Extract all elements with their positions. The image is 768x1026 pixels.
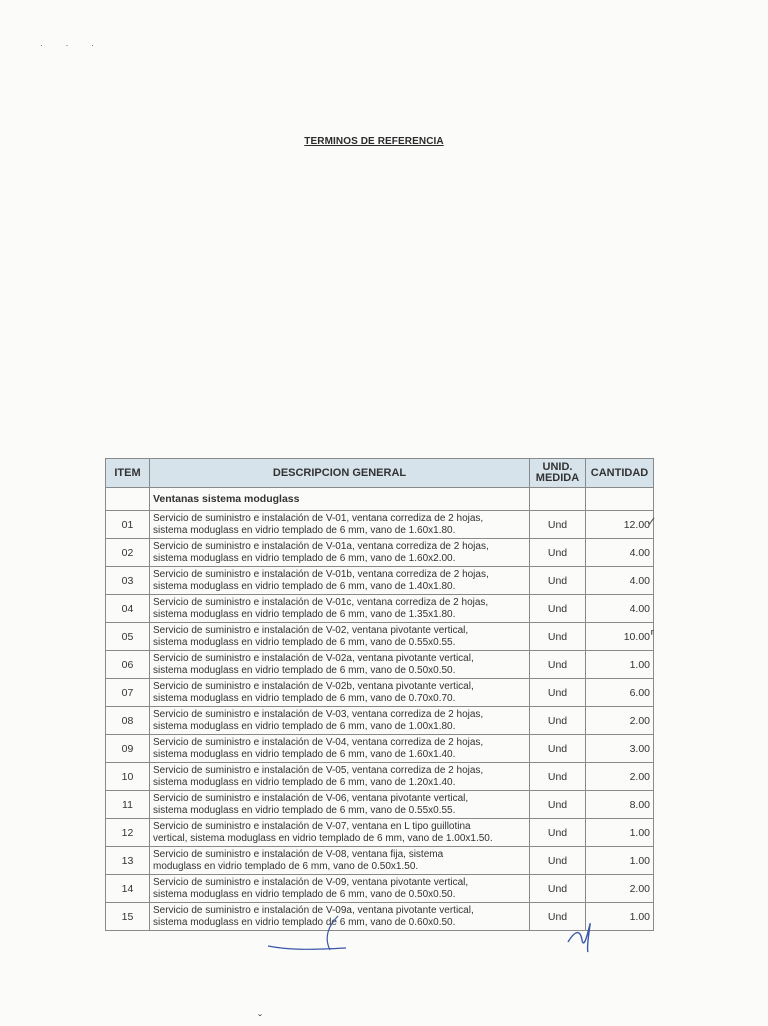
terms-table: [105, 458, 654, 931]
table-row: [106, 735, 654, 763]
table-row: [106, 567, 654, 595]
header-description: DESCRIPCION GENERAL: [150, 459, 530, 488]
header-item: ITEM: [106, 459, 150, 488]
item-number: 07: [106, 679, 150, 707]
description-line2: sistema moduglass en vidrio templado de 6 mm, vano de 1.40x1.80.: [153, 580, 456, 592]
description-line1: Servicio de suministro e instalación de V-01a, ventana corrediza de 2 hojas,: [153, 541, 489, 552]
description-line2: sistema moduglass en vidrio templado de 6 mm, vano de 0.50x0.50.: [153, 664, 456, 676]
item-unit: Und: [530, 707, 586, 735]
item-description: [150, 539, 530, 567]
item-number: 09: [106, 735, 150, 763]
item-description: [150, 707, 530, 735]
item-unit: Und: [530, 539, 586, 567]
table-row: [106, 819, 654, 847]
item-quantity: 4.00: [586, 539, 654, 567]
table-row: [106, 679, 654, 707]
item-unit: Und: [530, 651, 586, 679]
header-unit: [530, 459, 586, 488]
group-label: Ventanas sistema moduglass: [150, 488, 530, 511]
table-row: [106, 511, 654, 539]
item-quantity: 3.00: [586, 735, 654, 763]
item-unit: Und: [530, 763, 586, 791]
item-unit: Und: [530, 903, 586, 931]
description-line1: Servicio de suministro e instalación de V-04, ventana corrediza de 2 hojas,: [153, 737, 484, 748]
description-line2: sistema moduglass en vidrio templado de 6 mm, vano de 0.70x0.70.: [153, 692, 456, 704]
description-line2: sistema moduglass en vidrio templado de 6 mm, vano de 1.60x1.80.: [153, 524, 456, 536]
item-description: [150, 819, 530, 847]
item-number: 14: [106, 875, 150, 903]
item-unit: Und: [530, 791, 586, 819]
item-number: 06: [106, 651, 150, 679]
item-unit: Und: [530, 679, 586, 707]
item-description: [150, 763, 530, 791]
table-row: [106, 875, 654, 903]
item-quantity: 8.00: [586, 791, 654, 819]
handwritten-signature: [560, 918, 630, 958]
item-description: [150, 651, 530, 679]
item-number: 15: [106, 903, 150, 931]
item-description: [150, 875, 530, 903]
description-line1: Servicio de suministro e instalación de V-07, ventana en L tipo guillotina: [153, 821, 471, 832]
item-unit: Und: [530, 847, 586, 875]
item-quantity: 4.00: [586, 595, 654, 623]
item-quantity: 1.00: [586, 847, 654, 875]
description-line1: Servicio de suministro e instalación de V-09a, ventana pivotante vertical,: [153, 905, 474, 916]
table-row: [106, 707, 654, 735]
check-mark-icon: ⸢: [650, 628, 656, 643]
item-description: [150, 847, 530, 875]
item-description: [150, 623, 530, 651]
item-description: [150, 567, 530, 595]
page-title: TERMINOS DE REFERENCIA: [304, 136, 444, 147]
scan-artifact-marks: · · ·: [40, 40, 104, 50]
item-number: 05: [106, 623, 150, 651]
description-line1: Servicio de suministro e instalación de V-01b, ventana corrediza de 2 hojas,: [153, 569, 489, 580]
description-line1: Servicio de suministro e instalación de V-01, ventana corrediza de 2 hojas,: [153, 513, 484, 524]
item-quantity: 1.00: [586, 819, 654, 847]
group-item-cell: [106, 488, 150, 511]
item-number: 03: [106, 567, 150, 595]
description-line2: sistema moduglass en vidrio templado de 6 mm, vano de 1.00x1.80.: [153, 720, 456, 732]
item-number: 13: [106, 847, 150, 875]
item-quantity: 2.00: [586, 875, 654, 903]
table-body: [106, 488, 654, 931]
check-mark-icon: ✓: [646, 514, 657, 529]
group-qty-cell: [586, 488, 654, 511]
item-description: [150, 595, 530, 623]
description-line2: sistema moduglass en vidrio templado de 6 mm, vano de 0.50x0.50.: [153, 888, 456, 900]
group-row: [106, 488, 654, 511]
item-description: [150, 511, 530, 539]
description-line1: Servicio de suministro e instalación de V-09, ventana pivotante vertical,: [153, 877, 469, 888]
description-line2: sistema moduglass en vidrio templado de 6 mm, vano de 1.35x1.80.: [153, 608, 456, 620]
table-row: [106, 791, 654, 819]
description-line2: sistema moduglass en vidrio templado de 6 mm, vano de 0.55x0.55.: [153, 636, 456, 648]
table-row: [106, 847, 654, 875]
header-quantity: CANTIDAD: [586, 459, 654, 488]
header-unit-line1: UNID.: [542, 461, 573, 473]
handwritten-stroke: [268, 912, 348, 956]
description-line2: sistema moduglass en vidrio templado de 6 mm, vano de 1.60x1.40.: [153, 748, 456, 760]
scan-edge-mark: ˇ: [258, 1012, 262, 1026]
item-number: 08: [106, 707, 150, 735]
description-line1: Servicio de suministro e instalación de V-05, ventana corrediza de 2 hojas,: [153, 765, 484, 776]
description-line1: Servicio de suministro e instalación de V-03, ventana corrediza de 2 hojas,: [153, 709, 484, 720]
item-quantity: 2.00: [586, 707, 654, 735]
description-line1: Servicio de suministro e instalación de V-01c, ventana corrediza de 2 hojas,: [153, 597, 489, 608]
item-unit: Und: [530, 819, 586, 847]
item-number: 01: [106, 511, 150, 539]
description-line2: sistema moduglass en vidrio templado de 6 mm, vano de 0.60x0.50.: [153, 916, 456, 928]
header-unit-line2: MEDIDA: [535, 472, 580, 484]
description-line1: Servicio de suministro e instalación de V-06, ventana pivotante vertical,: [153, 793, 469, 804]
description-line2: moduglass en vidrio templado de 6 mm, vano de 0.50x1.50.: [153, 860, 419, 872]
item-unit: Und: [530, 735, 586, 763]
item-number: 04: [106, 595, 150, 623]
item-unit: Und: [530, 623, 586, 651]
item-unit: Und: [530, 875, 586, 903]
item-quantity: 1.00: [586, 651, 654, 679]
description-line1: Servicio de suministro e instalación de V-02a, ventana pivotante vertical,: [153, 653, 474, 664]
item-number: 10: [106, 763, 150, 791]
description-line2: sistema moduglass en vidrio templado de 6 mm, vano de 0.55x0.55.: [153, 804, 456, 816]
table-row: [106, 595, 654, 623]
item-number: 11: [106, 791, 150, 819]
table-row: [106, 763, 654, 791]
description-line2: vertical, sistema moduglass en vidrio templado de 6 mm, vano de 1.00x1.50.: [153, 832, 493, 844]
item-quantity: 10.00: [586, 623, 654, 651]
table-row: [106, 539, 654, 567]
item-quantity: 1.00: [586, 903, 654, 931]
item-unit: Und: [530, 567, 586, 595]
item-number: 02: [106, 539, 150, 567]
item-quantity: 4.00: [586, 567, 654, 595]
description-line1: Servicio de suministro e instalación de V-02, ventana pivotante vertical,: [153, 625, 469, 636]
item-quantity: 6.00: [586, 679, 654, 707]
item-unit: Und: [530, 595, 586, 623]
group-unit-cell: [530, 488, 586, 511]
description-line1: Servicio de suministro e instalación de V-08, ventana fija, sistema: [153, 849, 444, 860]
table-row: [106, 651, 654, 679]
item-description: [150, 735, 530, 763]
item-description: [150, 791, 530, 819]
description-line1: Servicio de suministro e instalación de V-02b, ventana pivotante vertical,: [153, 681, 474, 692]
description-line2: sistema moduglass en vidrio templado de 6 mm, vano de 1.20x1.40.: [153, 776, 456, 788]
item-quantity: 12.00: [586, 511, 654, 539]
table-row: [106, 623, 654, 651]
item-unit: Und: [530, 511, 586, 539]
item-quantity: 2.00: [586, 763, 654, 791]
table-header-row: [106, 459, 654, 488]
item-description: [150, 679, 530, 707]
item-number: 12: [106, 819, 150, 847]
description-line2: sistema moduglass en vidrio templado de 6 mm, vano de 1.60x2.00.: [153, 552, 456, 564]
